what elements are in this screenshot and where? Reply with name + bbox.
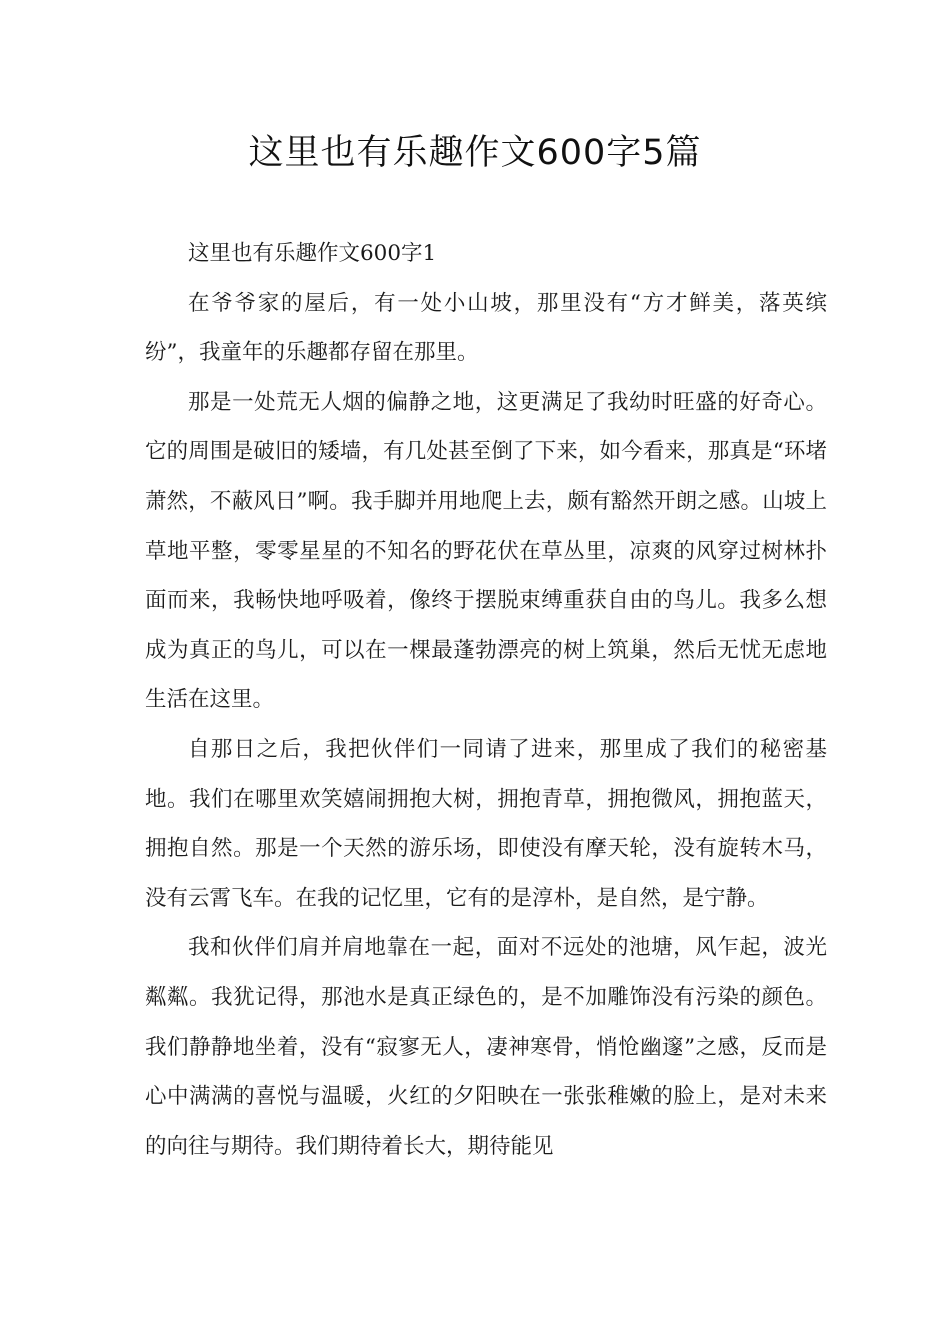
paragraph-4: 我和伙伴们肩并肩地靠在一起，面对不远处的池塘，风乍起，波光粼粼。我犹记得，那池水是真正绿色的，是不加雕饰没有污染的颜色。我们静静地坐着，没有“寂寥无人，凄神寒骨，悄怆幽邃”之感，反而是心中满满的喜悦与温暖，火红的夕阳映在一张张稚嫩的脸上，是对未来的向往与期待。我们期待着长大，期待能见 [145, 935, 827, 1159]
paragraph-1: 在爷爷家的屋后，有一处小山坡，那里没有“方才鲜美，落英缤纷”，我童年的乐趣都存留在那里。 [145, 290, 827, 366]
paragraph-3: 自那日之后，我把伙伴们一同请了进来，那里成了我们的秘密基地。我们在哪里欢笑嬉闹拥抱大树，拥抱青草，拥抱微风，拥抱蓝天，拥抱自然。那是一个天然的游乐场，即使没有摩天轮，没有旋转木马，没有云霄飞车。在我的记忆里，它有的是淳朴，是自然，是宁静。 [145, 736, 827, 911]
section-heading: 这里也有乐趣作文600字1 [188, 241, 437, 266]
paragraph-2: 那是一处荒无人烟的偏静之地，这更满足了我幼时旺盛的好奇心。它的周围是破旧的矮墙，有几处甚至倒了下来，如今看来，那真是“环堵萧然，不蔽风日”啊。我手脚并用地爬上去，颇有豁然开朗之感。山坡上草地平整，零零星星的不知名的野花伏在草丛里，凉爽的风穿过树林扑面而来，我畅快地呼吸着，像终于摆脱束缚重获自由的鸟儿。我多么想成为真正的鸟儿，可以在一棵最蓬勃漂亮的树上筑巢，然后无忧无虑地生活在这里。 [145, 389, 827, 713]
document-body [145, 229, 827, 1171]
document-title: 这里也有乐趣作文600字5篇 [248, 133, 702, 173]
